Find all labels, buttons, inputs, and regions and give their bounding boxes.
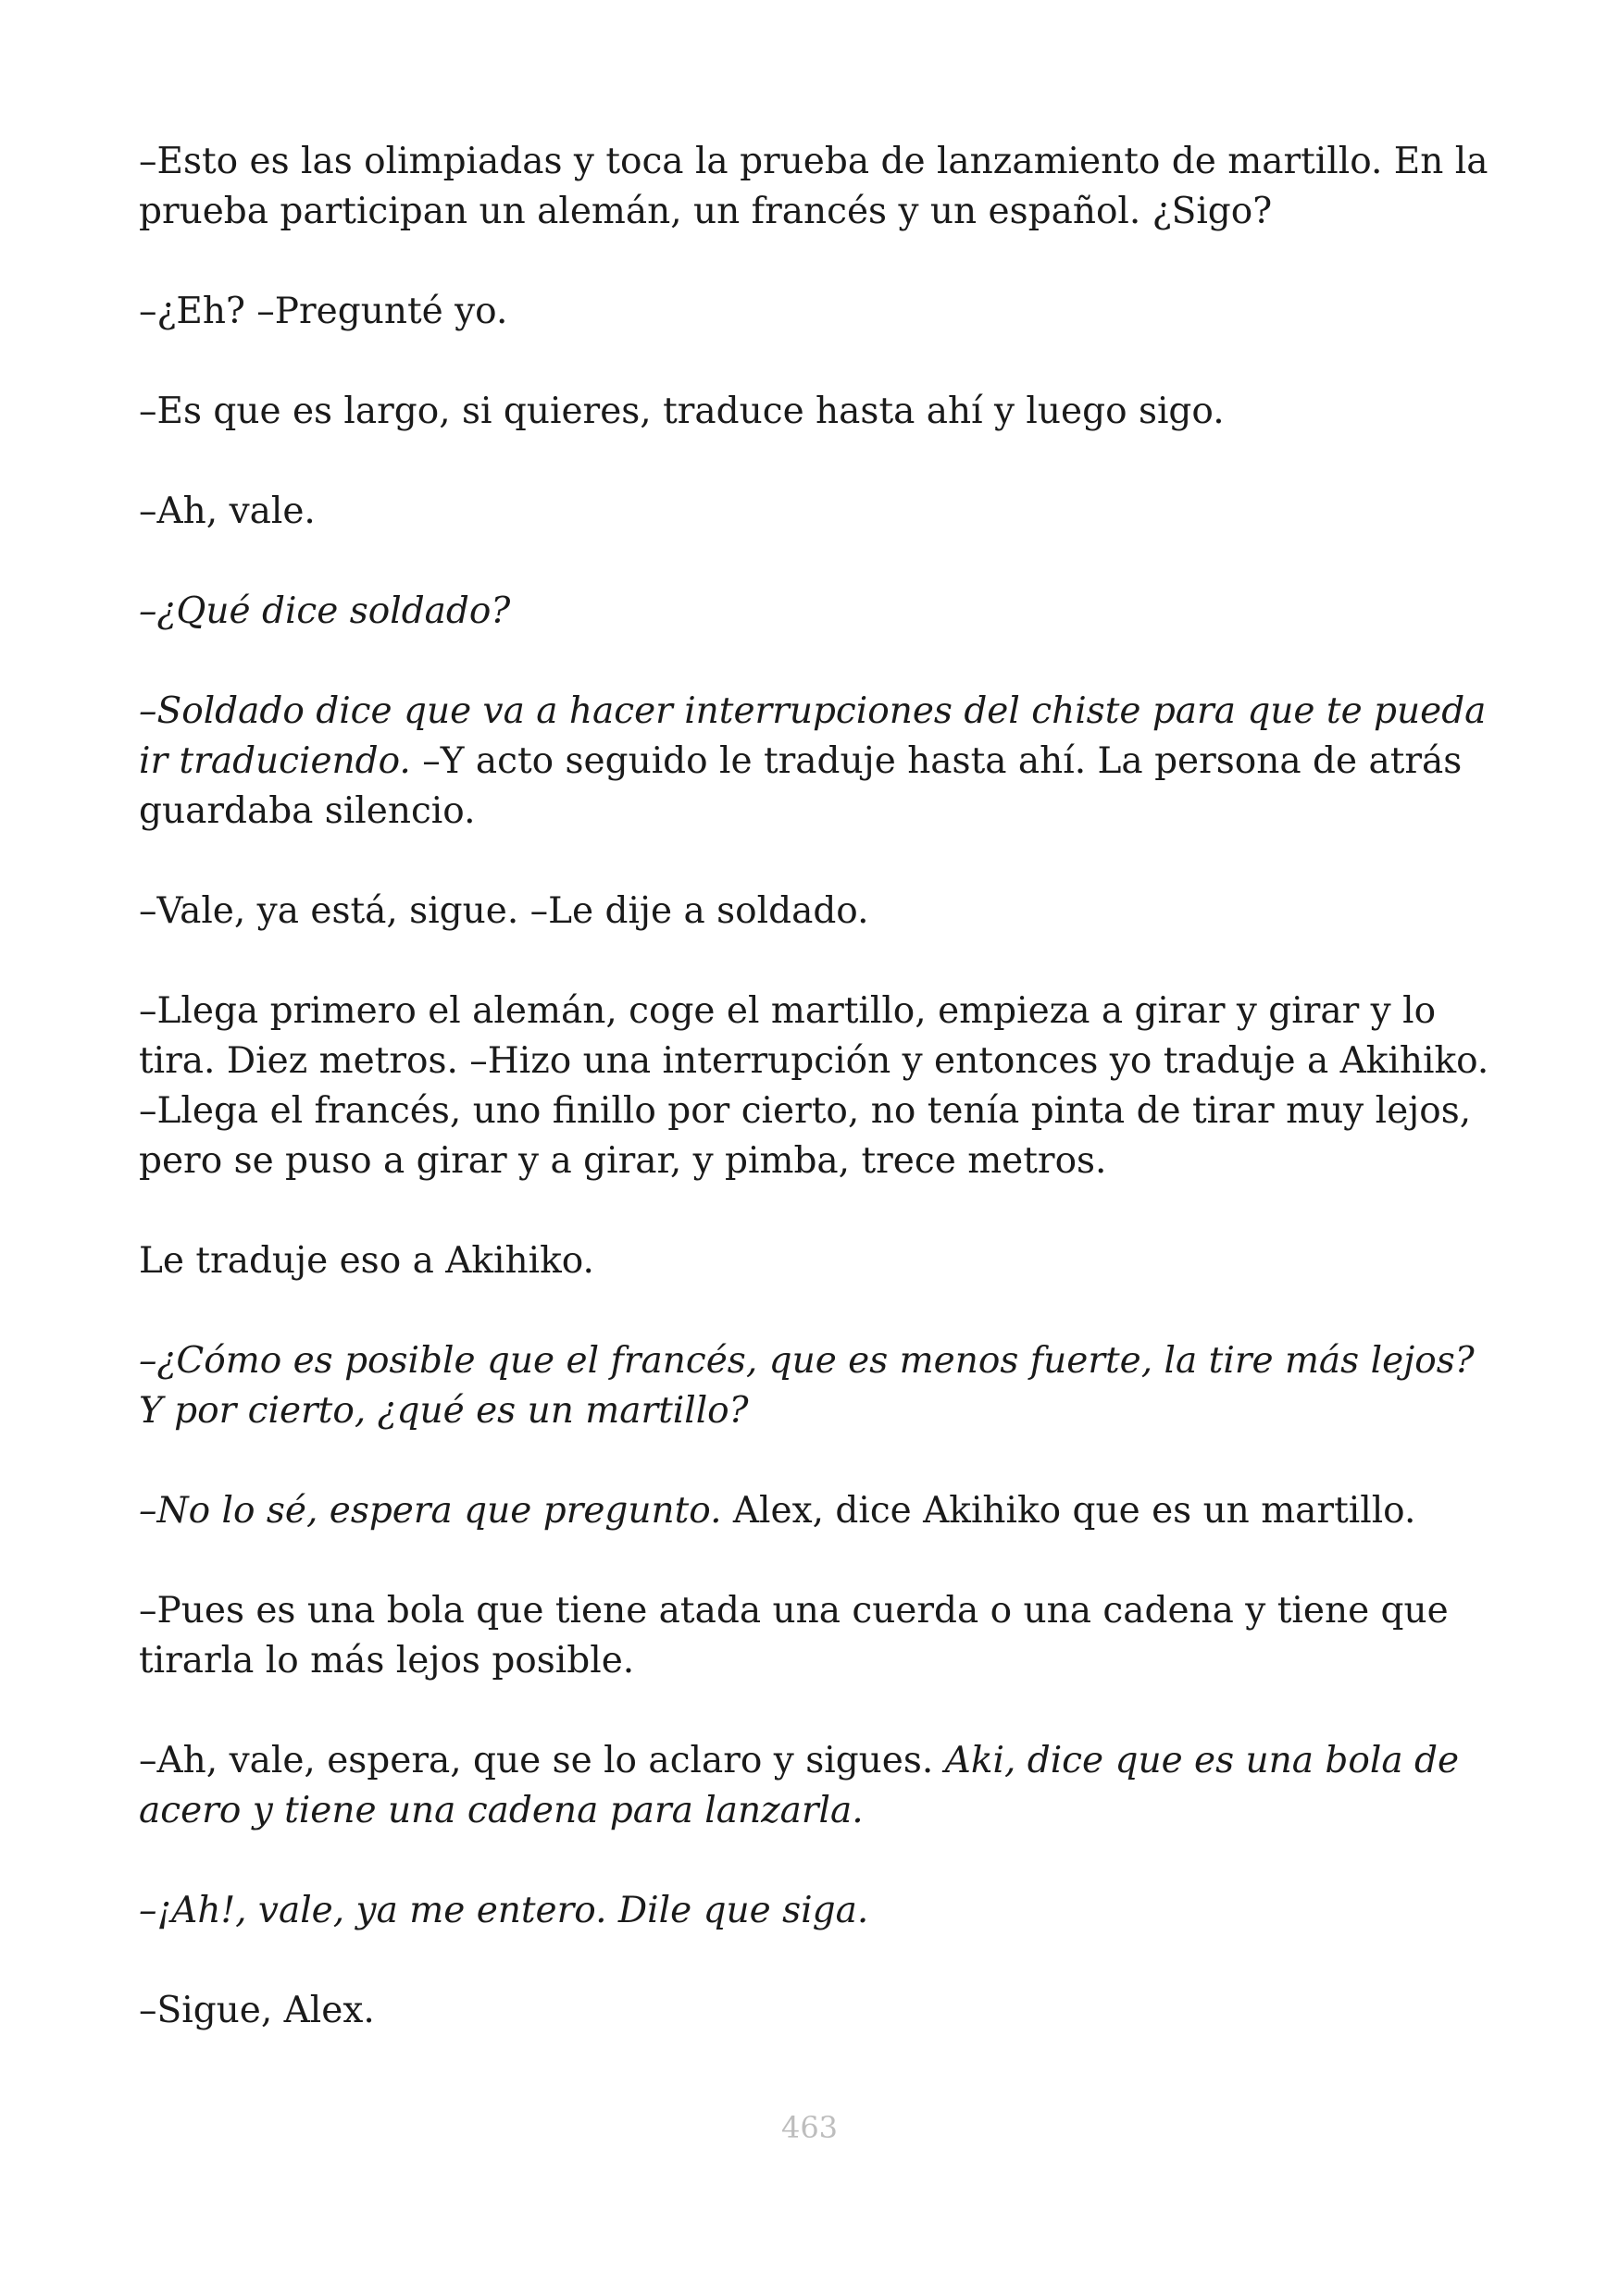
paragraph — [139, 1886, 1495, 1936]
paragraph — [139, 1736, 1495, 1836]
italic-text-run: –¿Qué dice soldado? — [139, 590, 511, 632]
text-run: –Es que es largo, si quieres, traduce hasta ahí y luego sigo. — [139, 391, 1225, 432]
italic-text-run: –Soldado dice que va a hacer interrupciones del chiste para que te pueda ir traduciendo. — [139, 690, 1487, 782]
text-run: –¿Eh? –Pregunté yo. — [139, 291, 508, 332]
text-run: –Vale, ya está, sigue. –Le dije a soldado. — [139, 890, 869, 932]
paragraph — [139, 887, 1495, 937]
text-run: Le traduje eso a Akihiko. — [139, 1240, 594, 1282]
italic-text-run: Aki, dice que es una bola de acero y tiene una cadena para lanzarla. — [139, 1740, 1460, 1831]
text-run: –Pues es una bola que tiene atada una cuerda o una cadena y tiene que tirarla lo más lejos posible. — [139, 1590, 1449, 1682]
paragraph — [139, 1586, 1495, 1686]
text-run: –Llega primero el alemán, coge el martillo, empieza a girar y girar y lo tira. Diez metros. –Hizo una interrupción y entonces yo traduje a Akihiko. –Llega el francés, uno finillo por cierto, no tenía pinta de tirar muy lejos, pero se puso a girar y a girar, y pimba, trece metros. — [139, 990, 1489, 1182]
italic-text-run: –No lo sé, espera que pregunto. — [139, 1490, 722, 1532]
text-run: –Y acto seguido le traduje hasta ahí. La persona de atrás guardaba silencio. — [139, 740, 1463, 832]
paragraph — [139, 987, 1495, 1186]
paragraph — [139, 1986, 1495, 2036]
paragraph — [139, 287, 1495, 337]
text-run: –Ah, vale. — [139, 490, 316, 532]
paragraph — [139, 587, 1495, 637]
paragraph — [139, 487, 1495, 537]
paragraph — [139, 1336, 1495, 1436]
text-run: –Sigue, Alex. — [139, 1990, 375, 2031]
paragraph — [139, 137, 1495, 237]
page-number: 463 — [780, 2110, 839, 2145]
paragraph — [139, 1486, 1495, 1536]
paragraph — [139, 687, 1495, 837]
paragraph — [139, 387, 1495, 437]
italic-text-run: –¡Ah!, vale, ya me entero. Dile que siga. — [139, 1890, 869, 1931]
text-run: –Ah, vale, espera, que se lo aclaro y sigues. — [139, 1740, 945, 1781]
text-run: –Esto es las olimpiadas y toca la prueba de lanzamiento de martillo. En la prueba participan un alemán, un francés y un español. ¿Sigo? — [139, 141, 1488, 232]
body-text — [139, 137, 1495, 2086]
italic-text-run: –¿Cómo es posible que el francés, que es menos fuerte, la tire más lejos? Y por cierto, ¿qué es un martillo? — [139, 1340, 1475, 1432]
paragraph — [139, 1236, 1495, 1286]
text-run: Alex, dice Akihiko que es un martillo. — [721, 1490, 1416, 1532]
